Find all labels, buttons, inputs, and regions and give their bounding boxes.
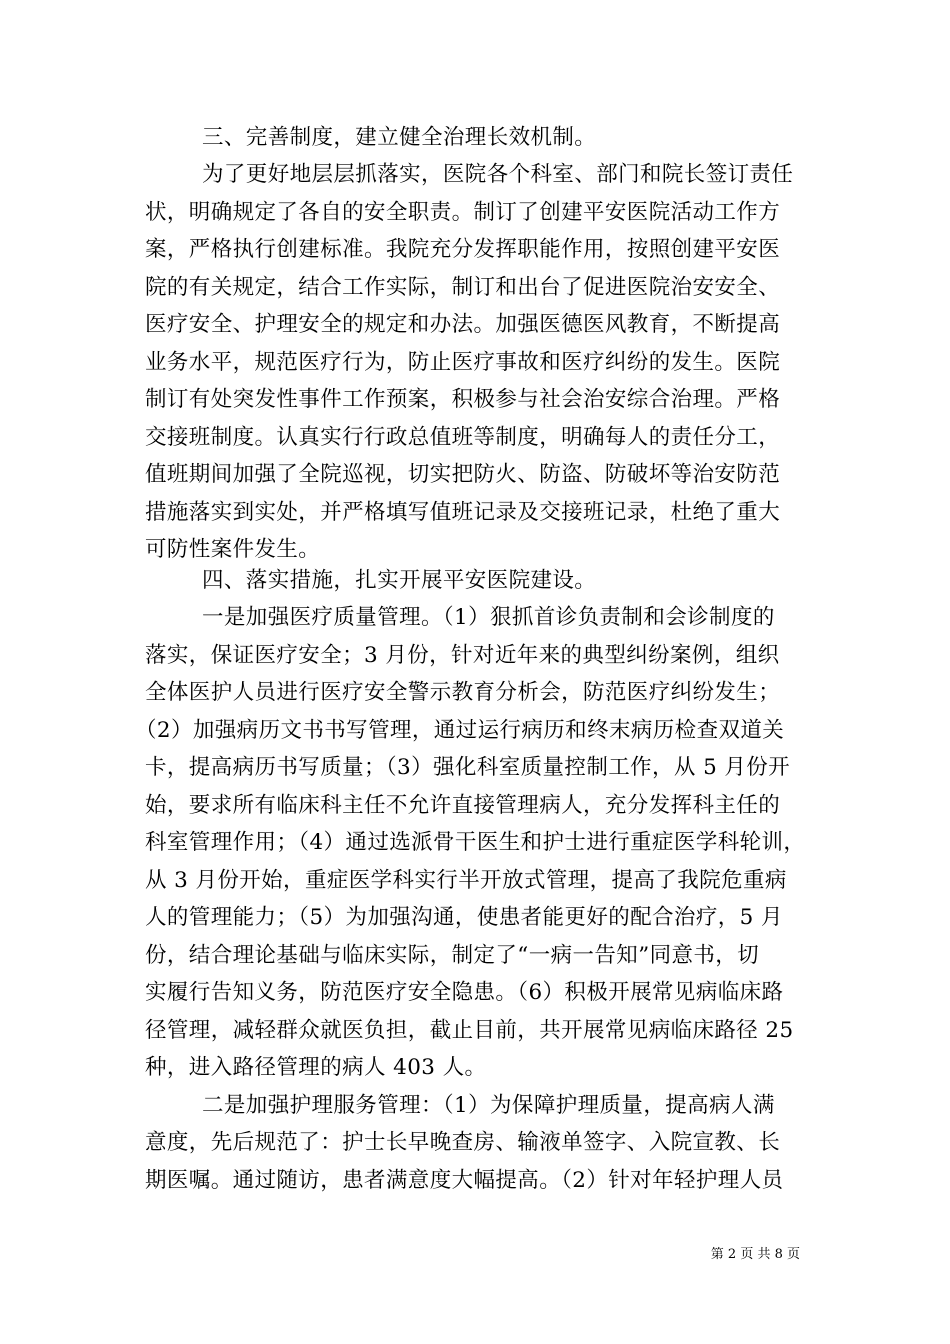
paragraph-line: 落实，保证医疗安全；3 月份，针对近年来的典型纠纷案例，组织 (145, 643, 780, 668)
paragraph-line: 份，结合理论基础与临床实际，制定了“一病一告知”同意书，切 (145, 943, 760, 968)
paragraph-line: 期医嘱。通过随访，患者满意度大幅提高。（2）针对年轻护理人员 (145, 1168, 784, 1193)
paragraph-line: 实履行告知义务，防范医疗安全隐患。（6）积极开展常见病临床路 (145, 980, 784, 1005)
paragraph-line: 卡，提高病历书写质量；（3）强化科室质量控制工作，从 5 月份开 (145, 755, 791, 780)
paragraph-line: 业务水平，规范医疗行为，防止医疗事故和医疗纠纷的发生。医院 (145, 350, 781, 375)
page-number: 第 2 页 共 8 页 (710, 1247, 800, 1262)
paragraph-line: 为了更好地层层抓落实，医院各个科室、部门和院长签订责任 (202, 162, 794, 187)
paragraph-line: 一是加强医疗质量管理。（1）狠抓首诊负责制和会诊制度的 (202, 605, 775, 630)
heading-section-3: 三、完善制度，建立健全治理长效机制。 (202, 125, 597, 150)
paragraph-line: 二是加强护理服务管理：（1）为保障护理质量，提高病人满 (202, 1093, 775, 1118)
paragraph-line: 全体医护人员进行医疗安全警示教育分析会，防范医疗纠纷发生； (145, 680, 781, 705)
paragraph-line: 措施落实到实处，并严格填写值班记录及交接班记录，杜绝了重大 (145, 500, 781, 525)
paragraph-line: 从 3 月份开始，重症医学科实行半开放式管理，提高了我院危重病 (145, 868, 787, 893)
paragraph-line: 科室管理作用；（4）通过选派骨干医生和护士进行重症医学科轮训， (145, 830, 806, 855)
paragraph-line: 始，要求所有临床科主任不允许直接管理病人，充分发挥科主任的 (145, 793, 781, 818)
paragraph-line: 种，进入路径管理的病人 403 人。 (145, 1055, 487, 1080)
paragraph-line: 状，明确规定了各自的安全职责。制订了创建平安医院活动工作方 (145, 200, 781, 225)
paragraph-line: 径管理，减轻群众就医负担，截止目前，共开展常见病临床路径 25 (145, 1018, 794, 1043)
paragraph-line: 医疗安全、护理安全的规定和办法。加强医德医风教育，不断提高 (145, 312, 781, 337)
paragraph-line: 案，严格执行创建标准。我院充分发挥职能作用，按照创建平安医 (145, 237, 781, 262)
paragraph-line: 人的管理能力；（5）为加强沟通，使患者能更好的配合治疗，5 月 (145, 905, 783, 930)
paragraph-line: （2）加强病历文书书写管理，通过运行病历和终末病历检查双道关 (135, 718, 785, 743)
heading-section-4: 四、落实措施，扎实开展平安医院建设。 (202, 568, 597, 593)
paragraph-line: 可防性案件发生。 (145, 537, 321, 562)
paragraph-line: 值班期间加强了全院巡视，切实把防火、防盗、防破坏等治安防范 (145, 462, 781, 487)
paragraph-line: 院的有关规定，结合工作实际，制订和出台了促进医院治安安全、 (145, 275, 781, 300)
paragraph-line: 意度，先后规范了：护士长早晚查房、输液单签字、入院宣教、长 (145, 1130, 781, 1155)
paragraph-line: 制订有处突发性事件工作预案，积极参与社会治安综合治理。严格 (145, 387, 781, 412)
paragraph-line: 交接班制度。认真实行行政总值班等制度，明确每人的责任分工， (145, 425, 781, 450)
